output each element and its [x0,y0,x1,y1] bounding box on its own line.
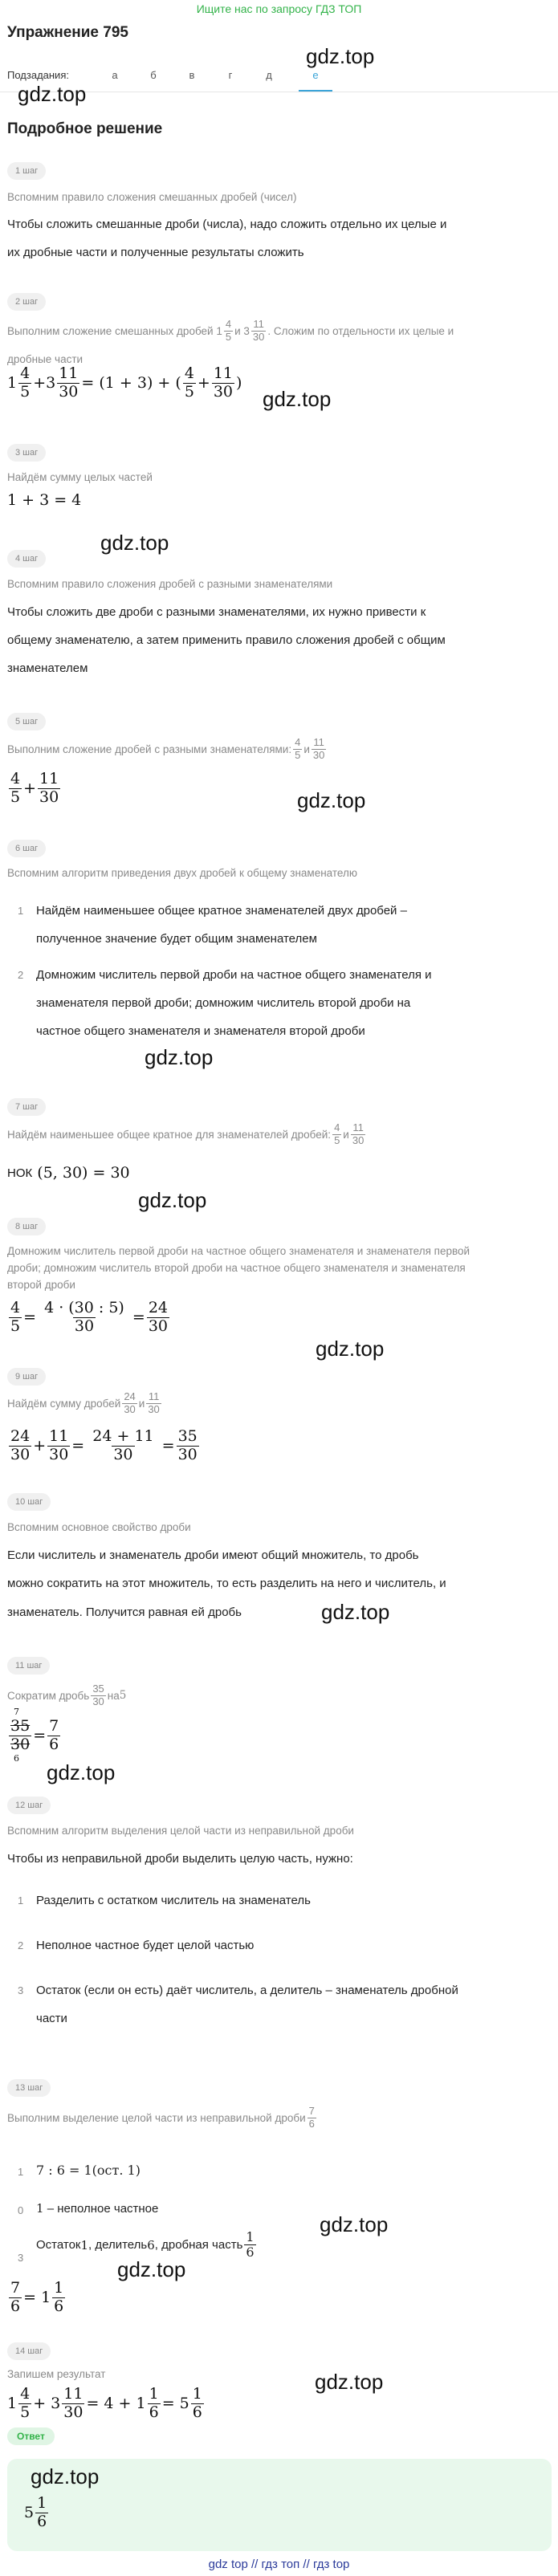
math-expression: $\frac{7}{6}$ = 1 $\frac{1}{6}$ [10,2279,64,2315]
step-badge: 12 шаг [7,1797,51,1814]
step-note: Вспомним алгоритм выделения целой части из неправильной дроби [7,1825,354,1837]
step-note: Запишем результат [7,2368,106,2380]
step-text: общему знаменателю, а затем применить правило сложения дробей с общим [7,633,446,647]
search-hint-link[interactable]: Ищите нас по запросу ГДЗ ТОП [196,2,362,15]
step-badge: 1 шаг [7,162,46,180]
step-badge: 8 шаг [7,1218,46,1235]
list-item: части [36,2012,67,2025]
step-note: второй дроби [7,1279,75,1291]
watermark: gdz.top [47,1760,116,1784]
step-badge: 6 шаг [7,840,46,857]
step-text: можно сократить на этот множитель, то есть разделить на него и числитель, и [7,1577,446,1590]
subtask-tab-v[interactable]: в [189,69,195,81]
step-note: Вспомним алгоритм приведения двух дробей к общему знаменателю [7,867,357,879]
math-expression: 1 $\frac{4}{5}$ + 3 $\frac{11}{30}$ = (1 + 3) + ( $\frac{4}{5}$ + $\frac{11}{30}$ ) [7,364,242,401]
math-expression: $\frac{4}{5}$ = $\frac{4 \cdot (30 : 5)}{30}$ = $\frac{24}{30}$ [10,1299,168,1335]
footer-link[interactable]: gdz top [208,2558,248,2571]
step-badge: 10 шаг [7,1493,51,1511]
footer-link[interactable]: гдз топ [261,2558,300,2571]
list-number: 1 [18,1894,24,1907]
subtask-tab-d[interactable]: д [266,69,272,81]
step-text: Чтобы сложить смешанные дроби (числа), надо сложить отдельно их целые и [7,218,447,231]
math-expression: $\frac{4}{5}$ + $\frac{11}{30}$ [10,770,59,806]
subtask-tab-g[interactable]: г [228,69,233,81]
watermark: gdz.top [145,1045,214,1069]
math-expression: НОК (5, 30) = 30 [7,1164,130,1182]
list-number: 0 [18,2204,24,2216]
watermark: gdz.top [321,1600,390,1624]
list-number: 2 [18,969,24,981]
list-item: Неполное частное будет целой частью [36,1939,255,1952]
step-badge: 13 шаг [7,2079,51,2097]
answer-badge: Ответ [7,2427,55,2445]
footer-links: gdz top // гдз топ // гдз top [208,2558,350,2571]
step-note: Выполним выделение целой части из неправильной дроби $\frac{7}{6}$ [7,2105,315,2130]
step-note: Найдём сумму целых частей [7,471,153,483]
math-expression: 7 35 30 6 = $\frac{7}{6}$ [10,1707,59,1764]
step-note: Сократим дробь $\frac{35}{30}$ на 5 [7,1683,127,1707]
list-item: знаменателя первой дроби; домножим числитель второй дроби на [36,996,411,1010]
list-number: 1 [18,2166,24,2178]
watermark: gdz.top [31,2464,100,2489]
step-text: знаменателем [7,661,88,675]
section-title: Подробное решение [7,120,163,137]
math-expression: 1 + 3 = 4 [7,491,82,509]
watermark: gdz.top [263,387,332,411]
list-item: частное общего знаменателя и знаменателя второй дроби [36,1024,365,1038]
step-note: Домножим числитель первой дроби на частное общего знаменателя и знаменателя первой [7,1245,470,1257]
step-note: Выполним сложение смешанных дробей 1 $\frac{4}{5}$ и 3 $\frac{11}{30}$ . Сложим по отдельности их целые и [7,318,454,343]
step-note: Вспомним основное свойство дроби [7,1521,191,1533]
list-number: 3 [18,1984,24,1996]
footer-link[interactable]: гдз top [312,2558,350,2571]
list-item: 7 : 6 = 1(ост. 1) [36,2163,141,2178]
step-text: их дробные части и полученные результаты сложить [7,246,304,259]
page-title: Упражнение 795 [7,24,128,41]
list-item: Разделить с остатком числитель на знаменатель [36,1894,311,1907]
step-text: Чтобы из неправильной дроби выделить целую часть, нужно: [7,1852,353,1866]
list-number: 1 [18,905,24,917]
watermark: gdz.top [100,531,169,555]
list-item: Найдём наименьшее общее кратное знаменателей двух дробей – [36,904,407,918]
step-note: дроби; домножим числитель второй дроби на частное общего знаменателя и знаменателя [7,1262,466,1274]
list-number: 3 [18,2252,24,2264]
step-badge: 3 шаг [7,444,46,462]
list-item: Домножим числитель первой дроби на частное общего знаменателя и [36,968,432,982]
math-expression: 1 $\frac{4}{5}$ + 3 $\frac{11}{30}$ = 4 + 1 $\frac{1}{6}$ = 5 $\frac{1}{6}$ [7,2385,202,2421]
answer-value: 5 $\frac{1}{6}$ [24,2494,47,2530]
list-item: полученное значение будет общим знаменателем [36,932,317,946]
step-badge: 2 шаг [7,293,46,311]
list-item: Остаток 1 , делитель 6 , дробная часть $\frac{1}{6}$ [36,2229,255,2261]
watermark: gdz.top [18,82,87,106]
math-expression: $\frac{24}{30}$ + $\frac{11}{30}$ = $\frac{24 + 11}{30}$ = $\frac{35}{30}$ [10,1427,198,1463]
watermark: gdz.top [315,2370,384,2394]
subtasks-label: Подзадания: [7,69,69,81]
step-note: дробные части [7,353,83,365]
step-badge: 14 шаг [7,2342,51,2360]
step-note: Вспомним правило сложения дробей с разными знаменателями [7,578,333,590]
step-text: знаменатель. Получится равная ей дробь [7,1605,242,1619]
list-number: 2 [18,1939,24,1951]
step-note: Найдём сумму дробей $\frac{24}{30}$ и $\frac{11}{30}$ [7,1390,160,1415]
step-text: Если числитель и знаменатель дроби имеют общий множитель, то дробь [7,1548,419,1562]
subtask-tab-a[interactable]: а [112,69,118,81]
subtask-tab-b[interactable]: б [150,69,157,81]
step-note: Найдём наименьшее общее кратное для знаменателей дробей: $\frac{4}{5}$ и $\frac{11}{30}$ [7,1121,365,1146]
watermark: gdz.top [117,2257,186,2281]
watermark: gdz.top [306,44,375,68]
step-badge: 9 шаг [7,1368,46,1386]
step-badge: 11 шаг [7,1657,50,1675]
watermark: gdz.top [138,1188,207,1212]
step-note: Вспомним правило сложения смешанных дробей (чисел) [7,191,297,203]
step-text: Чтобы сложить две дроби с разными знаменателями, их нужно привести к [7,605,426,619]
subtask-tab-e[interactable]: е [312,69,319,81]
step-note: Выполним сложение дробей с разными знаменателями: $\frac{4}{5}$ и $\frac{11}{30}$ [7,736,325,761]
watermark: gdz.top [320,2212,389,2236]
step-badge: 5 шаг [7,713,46,730]
list-item: 1 – неполное частное [36,2201,159,2216]
step-badge: 4 шаг [7,550,46,568]
step-badge: 7 шаг [7,1098,46,1116]
list-item: Остаток (если он есть) даёт числитель, а делитель – знаменатель дробной [36,1984,458,1997]
watermark: gdz.top [316,1337,385,1361]
watermark: gdz.top [297,788,366,812]
